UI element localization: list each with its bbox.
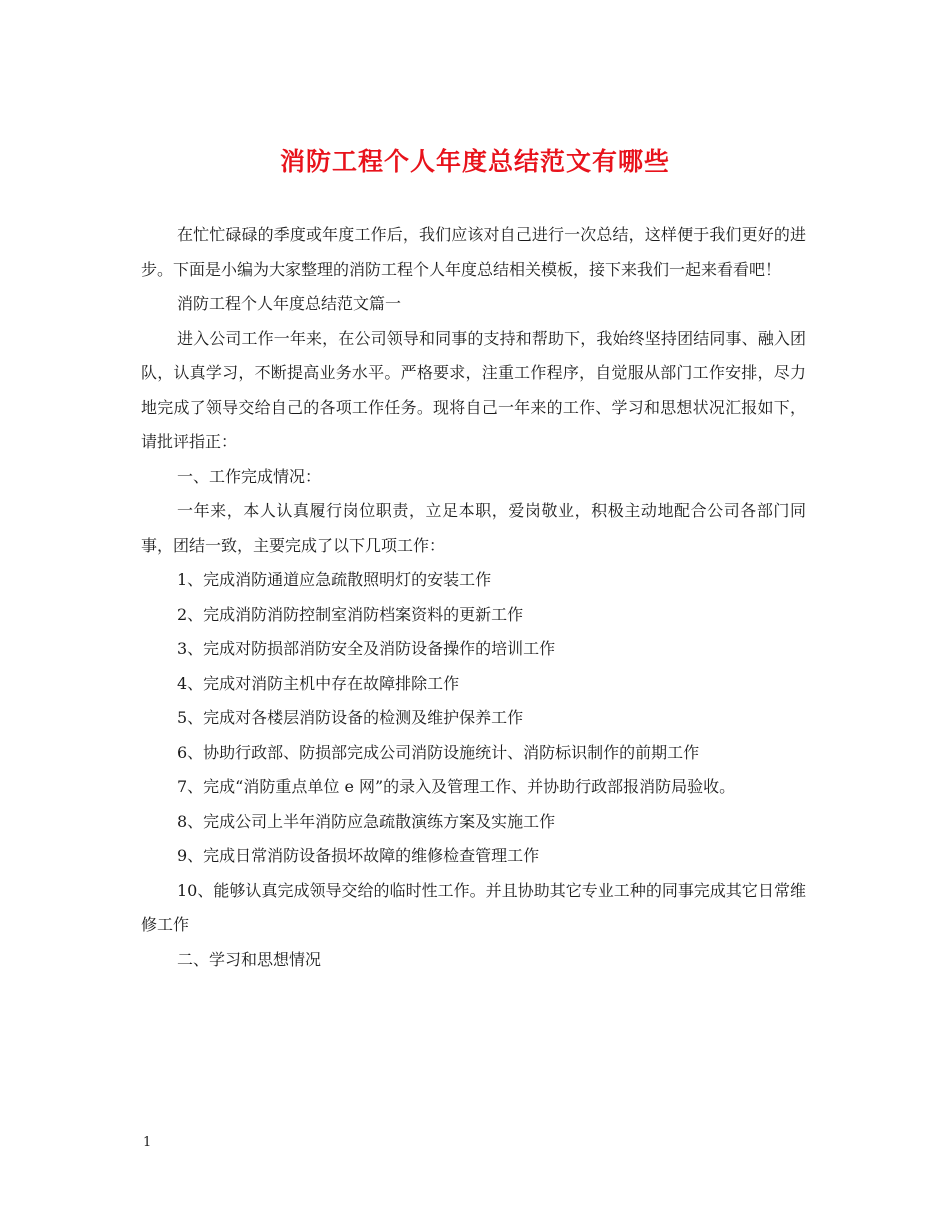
list-item: 4、完成对消防主机中存在故障排除工作 <box>177 673 460 693</box>
list-item: 7、完成“消防重点单位 e 网”的录入及管理工作、并协助行政部报消防局验收。 <box>177 777 736 796</box>
document-title: 消防工程个人年度总结范文有哪些 <box>279 147 670 176</box>
list-item: 5、完成对各楼层消防设备的检测及维护保养工作 <box>177 708 524 727</box>
paragraph-opening: 进入公司工作一年来，在公司领导和同事的支持和帮助下，我始终坚持团结同事、融入团队，认真学习，不断提高业务水平。严格要求，注重工作程序，自觉服从部门工作安排，尽力地完成了领导交给自己的各项工作任务。现将自己一年来的工作、学习和思想状况汇报如下，请批评指正： <box>141 328 806 451</box>
page-number: 1 <box>143 1135 152 1150</box>
paragraph-work-summary: 一年来，本人认真履行岗位职责，立足本职，爱岗敬业，积极主动地配合公司各部门同事，团结一致，主要完成了以下几项工作： <box>141 501 806 555</box>
list-item: 9、完成日常消防设备损坏故障的维修检查管理工作 <box>177 846 540 865</box>
paragraph-intro: 在忙忙碌碌的季度或年度工作后，我们应该对自己进行一次总结，这样便于我们更好的进步。下面是小编为大家整理的消防工程个人年度总结相关模板，接下来我们一起来看看吧！ <box>141 225 806 279</box>
paragraph-heading-study: 二、学习和思想情况 <box>177 949 322 969</box>
list-item: 8、完成公司上半年消防应急疏散演练方案及实施工作 <box>177 811 556 831</box>
paragraph-heading-work: 一、工作完成情况： <box>177 466 322 486</box>
list-item: 10、能够认真完成领导交给的临时性工作。并且协助其它专业工种的同事完成其它日常维修工作 <box>141 880 806 934</box>
document-body <box>141 218 806 977</box>
list-item: 3、完成对防损部消防安全及消防设备操作的培训工作 <box>177 639 556 658</box>
list-item: 2、完成消防消防控制室消防档案资料的更新工作 <box>177 604 524 624</box>
list-item: 6、协助行政部、防损部完成公司消防设施统计、消防标识制作的前期工作 <box>177 742 700 762</box>
paragraph-section-heading: 消防工程个人年度总结范文篇一 <box>177 294 402 313</box>
list-item: 1、完成消防通道应急疏散照明灯的安装工作 <box>177 570 492 589</box>
